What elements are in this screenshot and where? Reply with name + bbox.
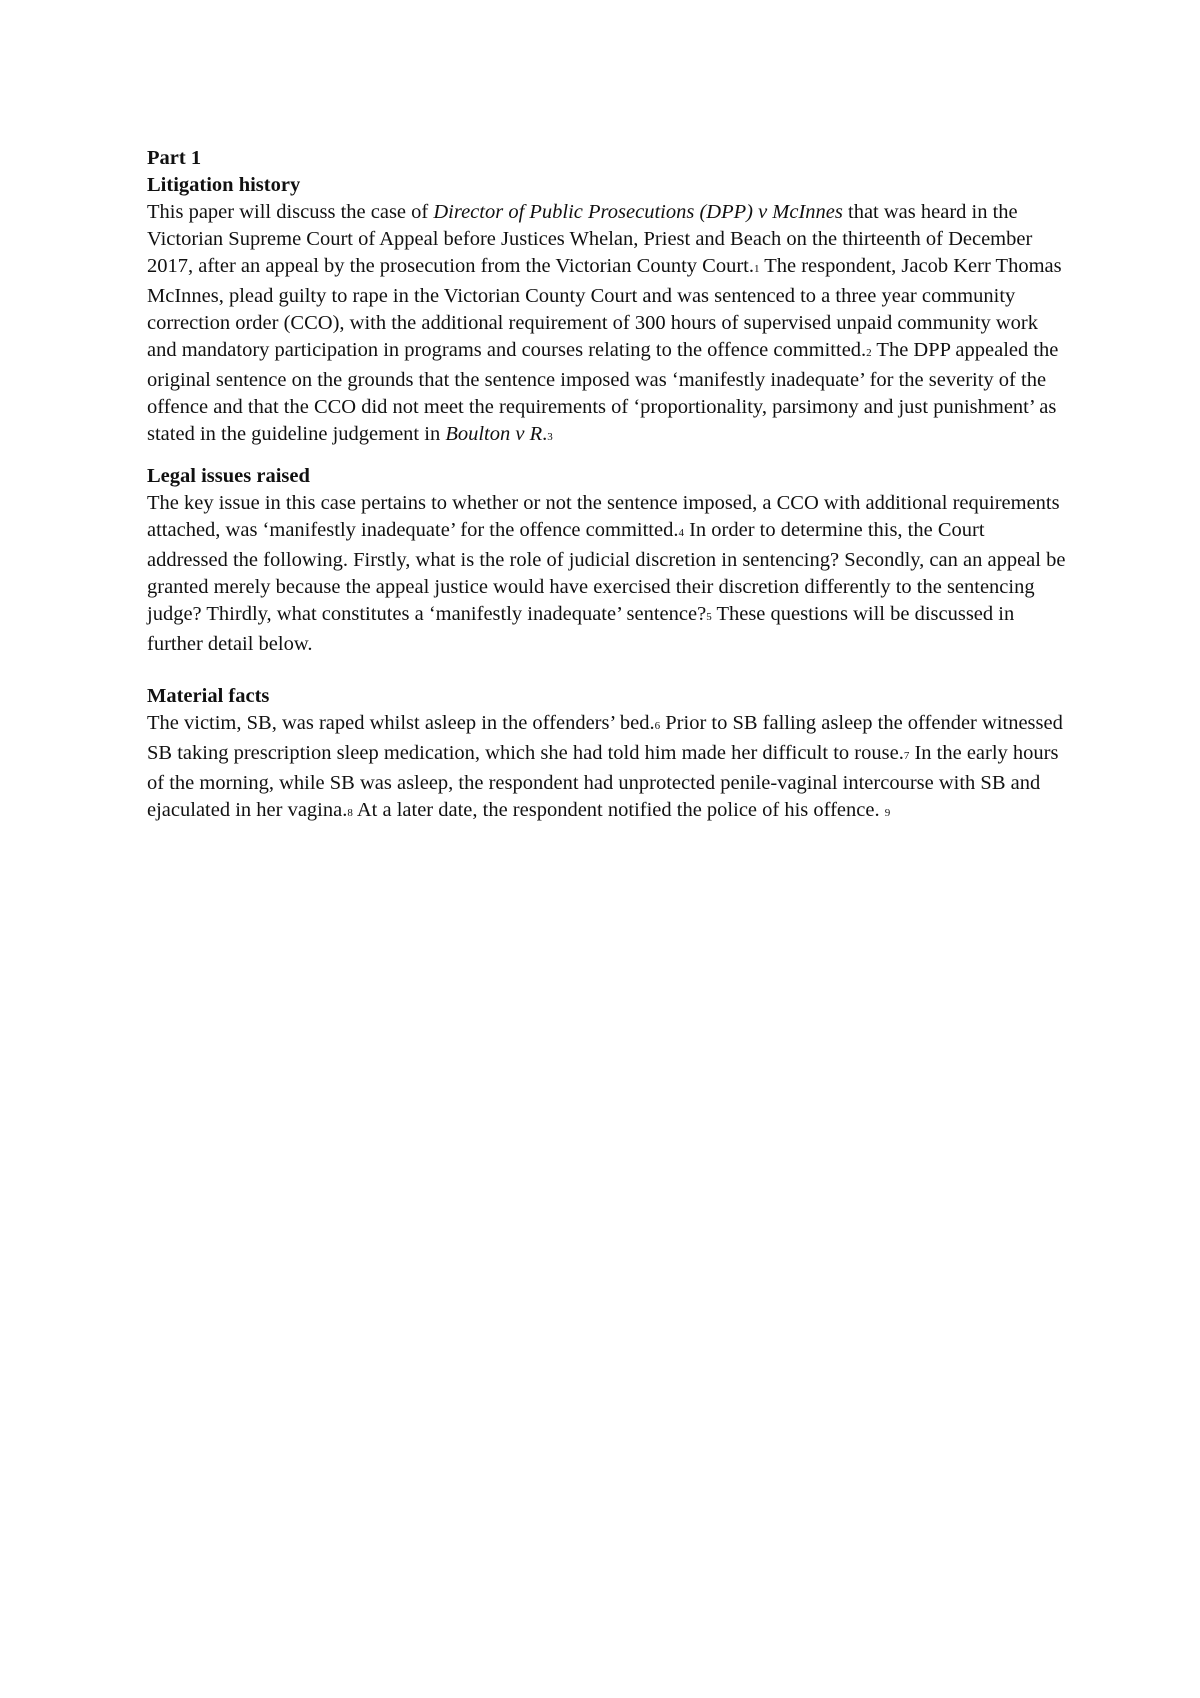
text-run: At a later date, the respondent notified the police of his offence. [352, 799, 885, 821]
text-run: These questions will be discussed in further detail below. [147, 603, 1015, 655]
part-title: Part 1 [147, 147, 202, 169]
section-heading-material-facts: Material facts [147, 685, 270, 707]
text-run: This paper will discuss the case of [147, 201, 434, 223]
paragraph-legal-issues [147, 490, 1067, 658]
footnote-marker: 4 [678, 527, 684, 539]
text-run: In order to determine this, the Court addressed the following. Firstly, what is the role of judicial discretion in sentencing? Secondly, can an appeal be granted merely because the appeal justice would have exercised their discretion differently to the sentencing judge? Thirdly, what constitutes a ‘manifestly inadequate’ sentence? [147, 519, 1066, 625]
text-run: . [542, 423, 548, 445]
footnote-marker: 7 [903, 750, 910, 762]
case-reference: Boulton v R [445, 423, 543, 445]
text-run: In the early hours of the morning, while SB was asleep, the respondent had unprotected penile-vaginal intercourse with SB and ejaculated in her vagina. [147, 742, 1059, 821]
text-run: The DPP appealed the original sentence on the grounds that the sentence imposed was ‘manifestly inadequate’ for the severity of the offence and that the CCO did not meet the requirements of ‘proportionality, parsimony and just punishment’ as stated in the guideline judgement in [147, 339, 1059, 445]
text-run: Prior to SB falling asleep the offender witnessed SB taking prescription sleep medication, which she had told him made her difficult to rouse. [147, 712, 1063, 764]
text-run: The respondent, Jacob Kerr Thomas McInnes, plead guilty to rape in the Victorian County Court and was sentenced to a three year community correction order (CCO), with the additional requirement of 300 hours of supervised unpaid community work and mandatory participation in programs and courses relating to the offence committed. [147, 255, 1062, 361]
text-run: The key issue in this case pertains to whether or not the sentence imposed, a CCO with additional requirements attached, was ‘manifestly inadequate’ for the offence committed. [147, 492, 1060, 541]
footnote-marker: 8 [347, 807, 353, 819]
text-run: The victim, SB, was raped whilst asleep in the offenders’ bed. [147, 712, 655, 734]
text-run: that was heard in the Victorian Supreme Court of Appeal before Justices Whelan, Priest and Beach on the thirteenth of December 2017, after an appeal by the prosecution from the Victorian County Court. [147, 201, 1033, 277]
footnote-marker: 5 [706, 611, 712, 623]
paragraph-material-facts [147, 710, 1067, 827]
document-body [147, 145, 1067, 827]
footnote-marker: 9 [884, 807, 891, 819]
footnote-marker: 6 [654, 720, 661, 732]
section-heading-legal-issues: Legal issues raised [147, 465, 310, 487]
paragraph-litigation-history [147, 199, 1067, 451]
footnote-marker: 1 [753, 263, 760, 275]
footnote-marker: 3 [547, 431, 553, 443]
footnote-marker: 2 [866, 347, 872, 359]
case-name: Director of Public Prosecutions (DPP) v McInnes [433, 201, 843, 223]
section-heading-litigation-history: Litigation history [147, 174, 301, 196]
